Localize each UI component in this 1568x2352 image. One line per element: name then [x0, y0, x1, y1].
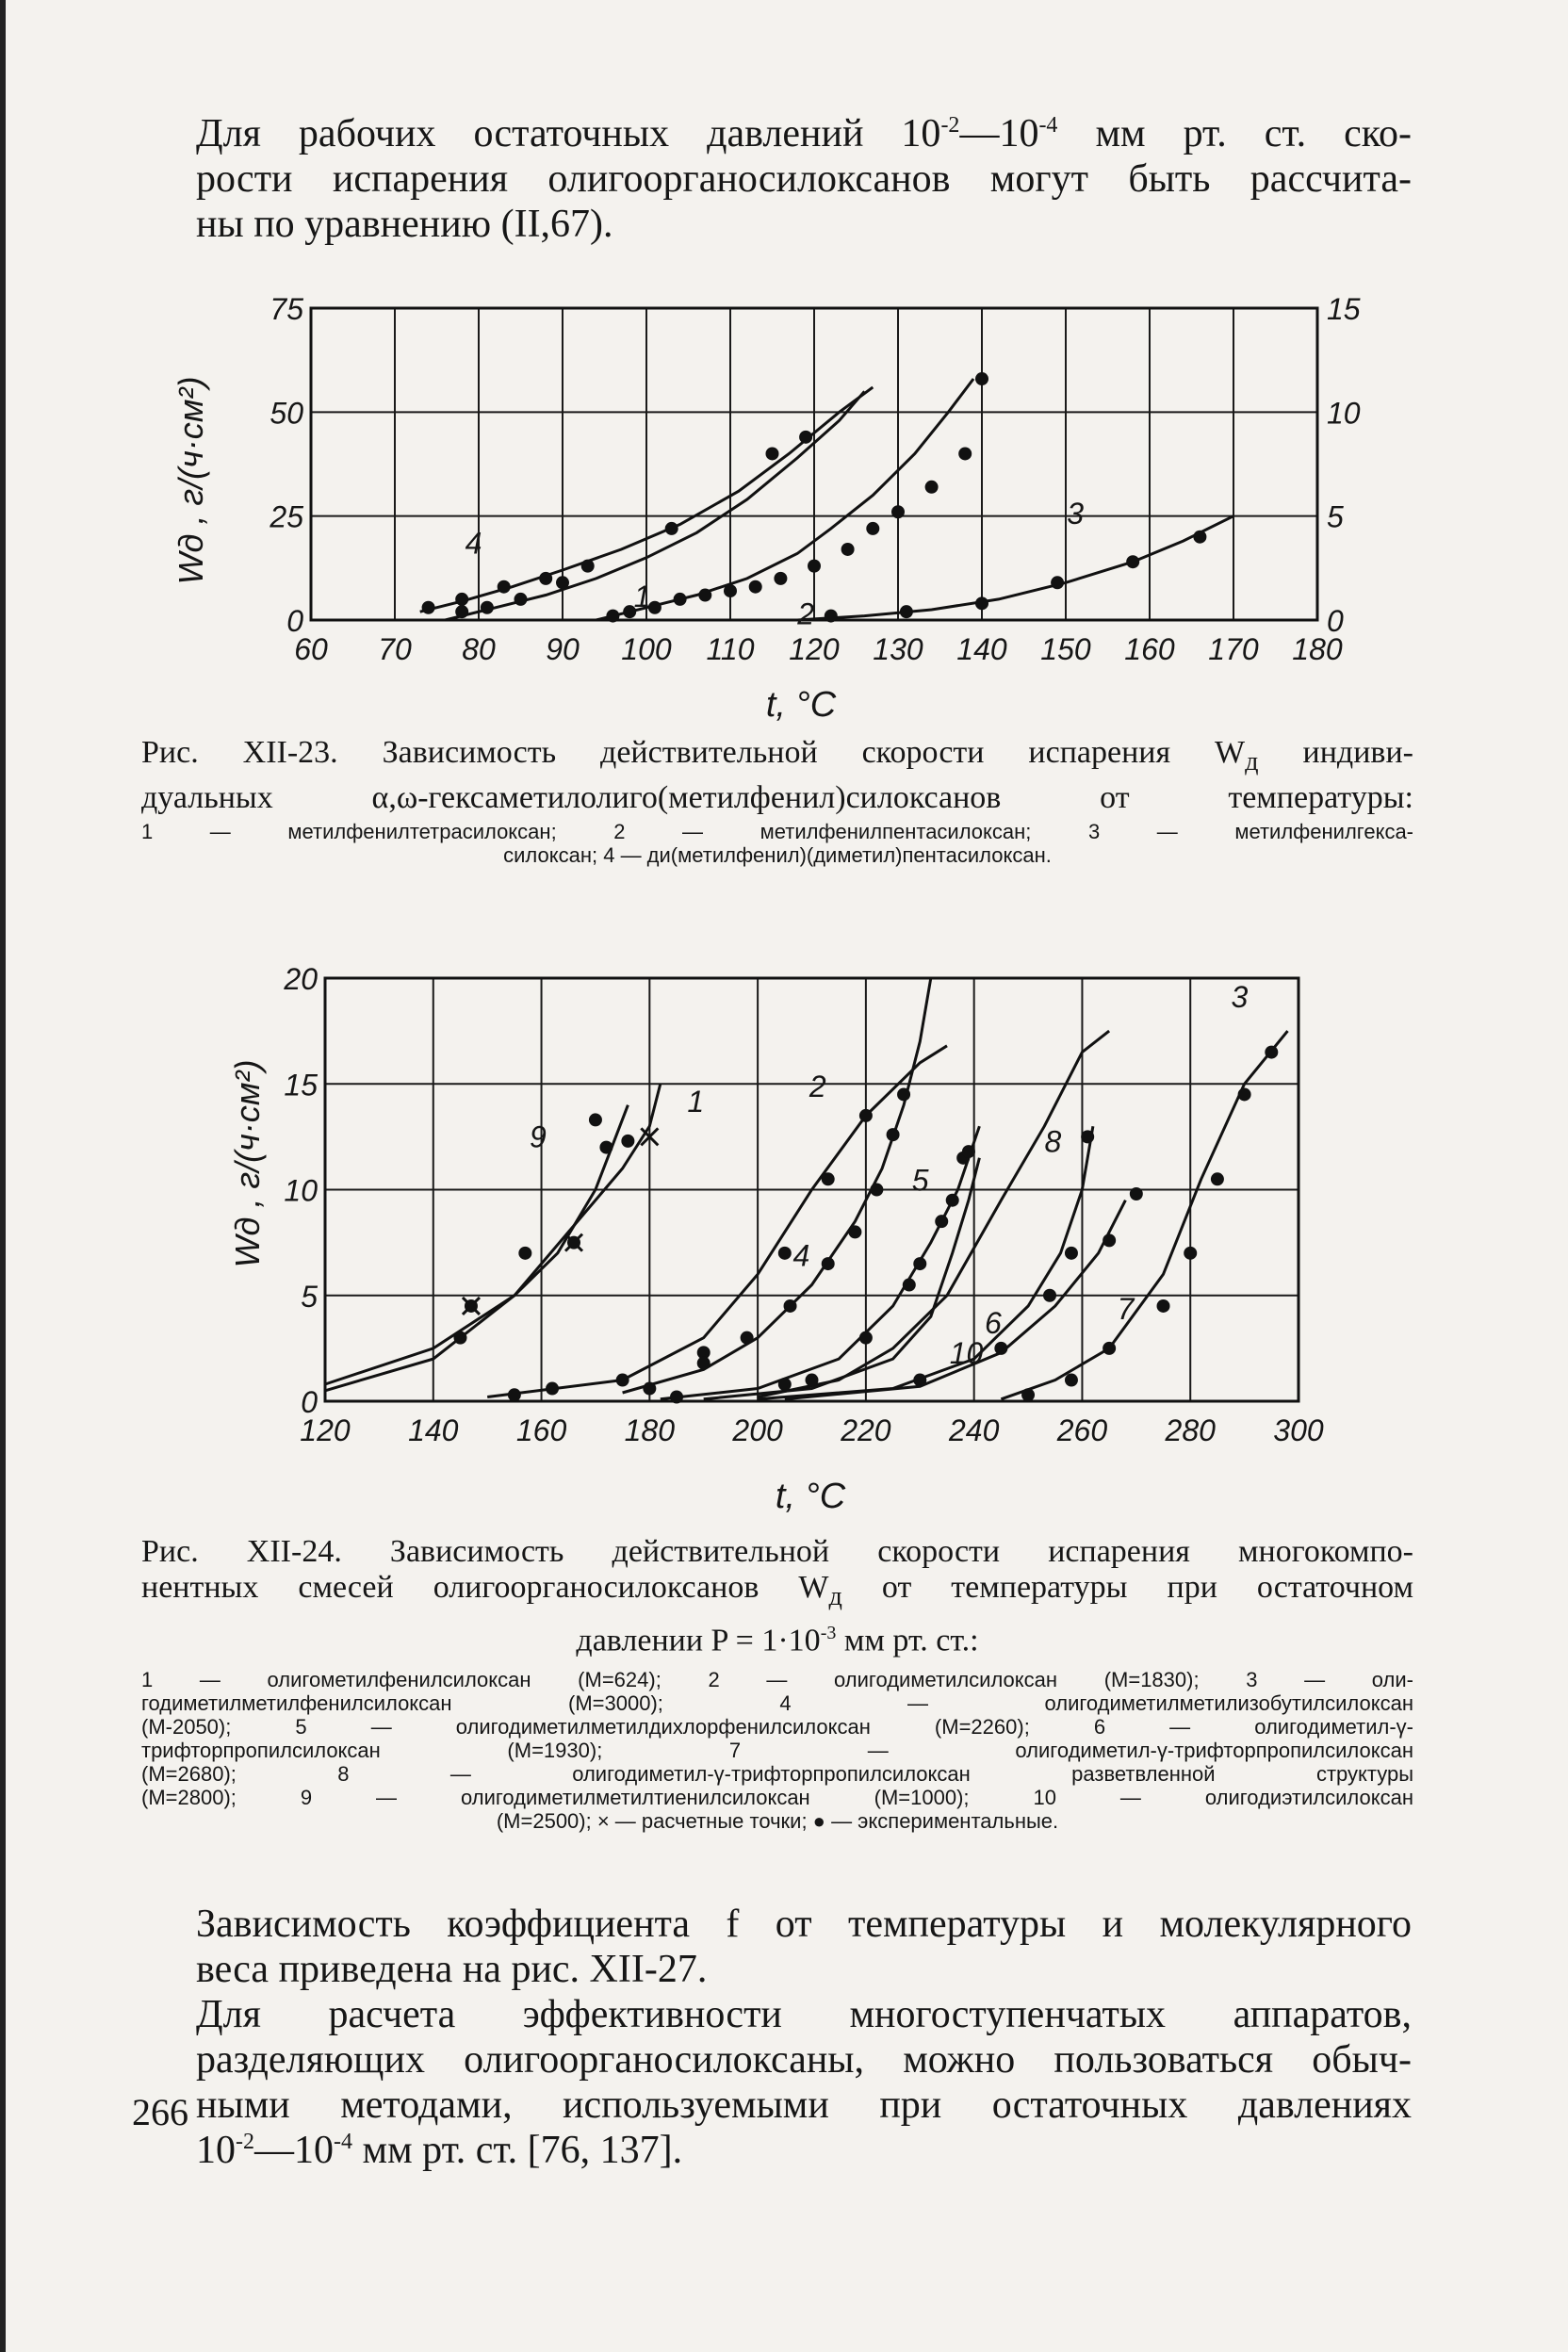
data-point-3 — [1238, 1087, 1251, 1101]
data-point-10 — [913, 1257, 926, 1270]
x-tick-label: 80 — [462, 632, 496, 666]
data-point-2 — [606, 610, 619, 623]
data-point-4 — [581, 560, 595, 573]
outro-p2-line-2: разделяющих олигоорганосилоксаны, можно пользоваться обыч- — [196, 2038, 1412, 2082]
data-point-6 — [806, 1374, 819, 1387]
fig2-caption-line-3b: мм рт. ст.: — [836, 1623, 979, 1658]
figure-1-caption — [141, 735, 1413, 867]
x-tick-label: 120 — [789, 632, 840, 666]
fig2-caption-exp: -3 — [820, 1622, 837, 1643]
fig2-caption-line-3a: давлении P = 1·10 — [576, 1623, 821, 1658]
y-right-tick-label: 15 — [1327, 292, 1361, 326]
series-line-1 — [325, 1084, 661, 1391]
y-right-tick-label: 0 — [1327, 604, 1344, 638]
x-tick-label: 90 — [546, 632, 580, 666]
fig2-caption-line-3 — [141, 1615, 1413, 1658]
outro-p2-exp-2: -4 — [334, 2130, 352, 2154]
data-point-5 — [859, 1331, 873, 1345]
y-right-tick-label: 10 — [1327, 396, 1361, 431]
fig2-legend-line: трифторпропилсилоксан (M=1930); 7 — олигодиметил-γ-трифторпропилсилоксан — [141, 1739, 1413, 1763]
curve-label: 5 — [911, 1163, 929, 1198]
series-line-10 — [704, 1158, 980, 1399]
x-tick-label: 150 — [1040, 632, 1091, 666]
data-point-3 — [975, 596, 988, 610]
data-point-3 — [900, 605, 913, 618]
data-point-3 — [1126, 555, 1139, 568]
curve-label: 2 — [808, 1069, 826, 1103]
fig2-x-axis-label: t, °C — [775, 1477, 846, 1516]
fig1-x-axis-label: t, °C — [765, 685, 837, 725]
data-point-3 — [1021, 1388, 1035, 1401]
data-point-8 — [1081, 1130, 1094, 1143]
series-line-3 — [797, 516, 1233, 620]
x-tick-label: 120 — [300, 1413, 351, 1447]
data-point-5 — [778, 1378, 792, 1391]
curve-label: 4 — [792, 1238, 810, 1273]
x-tick-label: 280 — [1165, 1413, 1216, 1447]
curve-label: 10 — [949, 1336, 984, 1371]
series-line-2 — [487, 1046, 947, 1397]
fig1-y-axis-label: Wд , г/(ч·см²) — [172, 376, 210, 585]
data-point-7 — [1102, 1233, 1116, 1247]
series-line-5 — [661, 1126, 980, 1399]
fig2-caption-title — [141, 1534, 1413, 1658]
curve-label: 6 — [984, 1305, 1002, 1340]
curve-label: 3 — [1231, 980, 1249, 1015]
intro-dash: —10 — [959, 112, 1039, 155]
data-point-4 — [697, 1357, 710, 1370]
series-line-2 — [596, 379, 974, 620]
intro-line-1a: Для рабочих остаточных давлений 10 — [196, 112, 941, 155]
x-tick-label: 220 — [841, 1413, 891, 1447]
data-point-4 — [498, 580, 511, 594]
data-point-5 — [670, 1391, 683, 1404]
data-point-4 — [848, 1225, 861, 1238]
fig2-legend-line: (M=2500); × — расчетные точки; ● — экспериментальные. — [496, 1809, 1059, 1834]
data-point-3 — [825, 610, 838, 623]
data-point-4 — [422, 601, 435, 614]
fig2-legend-line: (M-2050); 5 — олигодиметилметилдихлорфенилсилоксан (M=2260); 6 — олигодиметил-γ- — [141, 1715, 1413, 1740]
curve-label: 9 — [529, 1119, 547, 1154]
intro-exp-1: -2 — [940, 113, 960, 138]
data-point-3 — [1184, 1247, 1197, 1260]
data-point-2 — [546, 1382, 559, 1396]
fig2-caption-line-2a: нентных смесей олигоорганосилоксанов W — [141, 1570, 829, 1605]
data-point-2 — [749, 580, 762, 594]
data-point-4 — [870, 1184, 883, 1197]
data-point-10 — [946, 1194, 959, 1207]
y-tick-label: 15 — [284, 1068, 318, 1102]
x-tick-label: 130 — [873, 632, 923, 666]
data-point-1 — [514, 593, 528, 606]
curve-label: 2 — [797, 596, 814, 631]
data-point-2 — [841, 543, 855, 556]
fig2-caption-sub: д — [828, 1581, 842, 1611]
outro-p2-line-3: ными методами, используемыми при остаточных давлениях — [196, 2083, 1412, 2127]
x-tick-label: 300 — [1273, 1413, 1324, 1447]
y-tick-label: 0 — [301, 1385, 318, 1419]
data-point-4 — [741, 1331, 754, 1345]
data-point-2 — [698, 589, 711, 602]
x-tick-label: 240 — [948, 1413, 1000, 1447]
figure-2-caption — [141, 1534, 1413, 1833]
outro-p2-line-4a: 10 — [196, 2129, 236, 2172]
curve-label: 1 — [633, 579, 651, 613]
x-tick-label: 160 — [515, 1413, 567, 1447]
data-point-1 — [556, 576, 569, 589]
x-tick-label: 140 — [956, 632, 1007, 666]
fig2-caption-line-1: Рис. XII-24. Зависимость действительной скорости испарения многокомпо- — [141, 1534, 1413, 1569]
data-point-2 — [859, 1109, 873, 1122]
y-tick-label: 25 — [270, 499, 303, 534]
data-point-2 — [975, 372, 988, 385]
outro-p2-line-4b: —10 — [254, 2129, 334, 2172]
intro-exp-2: -4 — [1038, 113, 1058, 138]
series-line-3 — [1001, 1031, 1287, 1399]
data-point-2 — [778, 1247, 792, 1260]
fig1-caption-line-2: дуальных α,ω-гексаметилолиго(метилфенил)силоксанов от температуры: — [141, 779, 1413, 815]
outro-p1-line-2: веса приведена на рис. XII-27. — [196, 1948, 708, 1991]
data-point-2 — [674, 593, 687, 606]
fig2-legend-line: (M=2800); 9 — олигодиметилметилтиенилсилоксан (M=1000); 10 — олигодиэтилсилоксан — [141, 1786, 1413, 1810]
data-point-3 — [1157, 1299, 1170, 1313]
data-point-1 — [621, 1135, 634, 1148]
fig1-caption-title — [141, 735, 1413, 816]
curve-label: 1 — [687, 1085, 705, 1119]
curve-label: 8 — [1044, 1124, 1062, 1159]
fig2-y-axis-label: Wд , г/(ч·см²) — [228, 1059, 267, 1268]
data-point-9 — [518, 1247, 531, 1260]
outro-p2-exp-1: -2 — [236, 2130, 254, 2154]
data-point-1 — [481, 601, 494, 614]
data-point-3 — [1193, 531, 1206, 544]
data-point-4 — [822, 1257, 835, 1270]
data-point-2 — [508, 1388, 521, 1401]
curve-label: 4 — [465, 526, 482, 561]
fig2-caption-line-2b: от температуры при остаточном — [841, 1570, 1414, 1605]
fig1-caption-line-1a: Рис. XII-23. Зависимость действительной скорости испарения W — [141, 735, 1246, 770]
data-point-2 — [616, 1374, 629, 1387]
fig2-caption-legend — [141, 1668, 1413, 1833]
y-tick-label: 10 — [284, 1173, 318, 1208]
outro-p2-line-4 — [196, 2128, 1412, 2173]
x-tick-label: 110 — [706, 632, 755, 666]
data-point-7 — [1130, 1187, 1143, 1200]
curve-label: 3 — [1067, 497, 1084, 531]
outro-p2-line-1: Для расчета эффективности многоступенчатых аппаратов, — [196, 1993, 1412, 2036]
data-point-3 — [1065, 1374, 1078, 1387]
y-tick-label: 20 — [284, 962, 318, 996]
data-point-2 — [724, 584, 737, 597]
series-line-9 — [325, 1105, 628, 1384]
data-point-5 — [903, 1279, 916, 1292]
fig1-caption-legend — [141, 820, 1413, 867]
data-point-4 — [455, 593, 468, 606]
data-point-1 — [589, 1113, 602, 1126]
x-tick-label: 70 — [378, 632, 412, 666]
x-tick-label: 200 — [732, 1413, 783, 1447]
fig2-legend-line: 1 — олигометилфенилсилоксан (M=624); 2 — олигодиметилсилоксан (M=1830); 3 — оли- — [141, 1668, 1413, 1692]
data-point-2 — [925, 481, 939, 494]
data-point-4 — [897, 1087, 910, 1101]
y-tick-label: 75 — [270, 292, 303, 326]
x-tick-label: 180 — [1292, 632, 1343, 666]
outro-p1-line-1: Зависимость коэффициента f от температуры и молекулярного — [196, 1903, 1412, 1946]
data-point-4 — [539, 572, 552, 585]
data-point-3 — [1265, 1046, 1278, 1059]
x-tick-label: 180 — [624, 1413, 676, 1447]
page-number: 266 — [132, 2091, 188, 2133]
y-tick-label: 0 — [286, 604, 303, 638]
data-point-2 — [774, 572, 787, 585]
curve-label: 7 — [1117, 1291, 1135, 1326]
data-point-4 — [665, 522, 678, 535]
x-tick-label: 60 — [294, 632, 328, 666]
x-tick-label: 160 — [1124, 632, 1175, 666]
y-right-tick-label: 5 — [1327, 499, 1344, 534]
figure-2-chart — [228, 962, 1324, 1516]
data-point-3 — [1211, 1172, 1224, 1185]
data-point-1 — [799, 431, 812, 444]
fig1-caption-line-1b: индиви- — [1258, 735, 1413, 770]
intro-line-2: рости испарения олигоорганосилоксанов могут быть рассчита- — [196, 157, 1412, 201]
y-tick-label: 50 — [270, 396, 303, 431]
fig2-legend-line: годиметилметилфенилсилоксан (M=3000); 4 — олигодиметилметилизобутилсилоксан — [141, 1691, 1413, 1716]
data-point-4 — [784, 1299, 797, 1313]
intro-line-1b: мм рт. ст. ско- — [1057, 112, 1412, 155]
data-point-5 — [935, 1215, 948, 1228]
outro-paragraph-1 — [196, 1902, 1412, 1992]
fig2-legend-line: (M=2680); 8 — олигодиметил-γ-трифторпропилсилоксан разветвленной структуры — [141, 1762, 1413, 1787]
data-point-9 — [599, 1141, 612, 1154]
data-point-2 — [958, 447, 972, 460]
x-tick-label: 100 — [621, 632, 672, 666]
fig1-legend-line-1: 1 — метилфенилтетрасилоксан; 2 — метилфенилпентасилоксан; 3 — метилфенилгекса- — [141, 819, 1413, 843]
fig1-legend-line-2: силоксан; 4 — ди(метилфенил)(диметил)пентасилоксан. — [503, 842, 1052, 867]
data-point-2 — [891, 505, 905, 518]
outro-p2-line-4c: мм рт. ст. [76, 137]. — [352, 2129, 683, 2172]
outro-paragraph-2 — [196, 1992, 1412, 2173]
fig1-caption-sub: д — [1245, 746, 1259, 776]
data-point-10 — [962, 1145, 975, 1158]
x-tick-label: 140 — [408, 1413, 459, 1447]
y-tick-label: 5 — [301, 1279, 318, 1314]
intro-line-3: ны по уравнению (II,67). — [196, 203, 613, 246]
data-point-2 — [866, 522, 879, 535]
data-point-4 — [887, 1128, 900, 1141]
data-point-8 — [1065, 1247, 1078, 1260]
data-point-1 — [766, 447, 779, 460]
data-point-2 — [808, 560, 821, 573]
data-point-4 — [643, 1382, 656, 1396]
data-point-3 — [1102, 1342, 1116, 1355]
data-point-1 — [455, 605, 468, 618]
data-point-8 — [1043, 1289, 1056, 1302]
x-tick-label: 260 — [1056, 1413, 1108, 1447]
series-line-4 — [623, 978, 931, 1393]
figure-1-chart — [172, 292, 1361, 725]
data-point-2 — [822, 1172, 835, 1185]
data-point-3 — [1051, 576, 1064, 589]
x-tick-label: 170 — [1208, 632, 1259, 666]
